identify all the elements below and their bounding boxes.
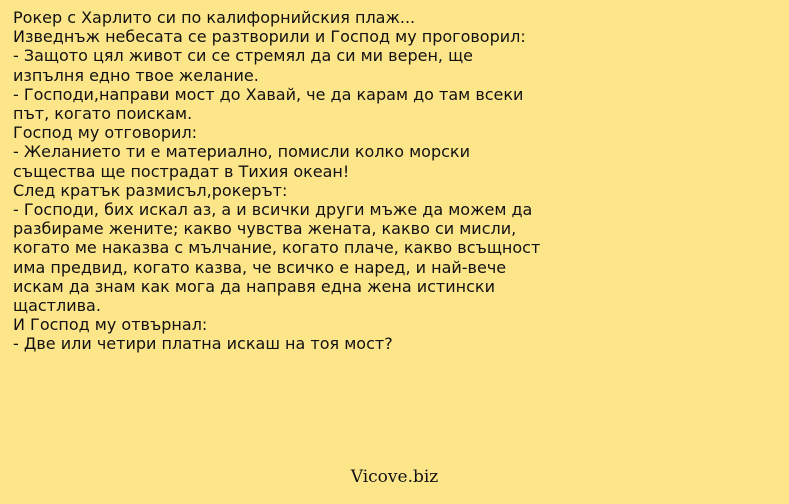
joke-line: - Господи,направи мост до Хавай, че да карам до там всеки: [13, 84, 524, 104]
joke-line: След кратък размисъл,рокерът:: [13, 180, 288, 200]
joke-text: [13, 8, 783, 354]
joke-line: - Желанието ти е материално, помисли колко морски: [13, 142, 470, 162]
joke-line: Изведнъж небесата се разтворили и Господ му проговорил:: [13, 27, 526, 47]
joke-line: щастлива.: [13, 296, 101, 316]
joke-line: - Защото цял живот си се стремял да си ми верен, ще: [13, 46, 473, 66]
joke-line: Господ му отговорил:: [13, 123, 198, 143]
joke-line: когато ме наказва с мълчание, когато плаче, какво всъщност: [13, 238, 541, 258]
joke-line: път, когато поискам.: [13, 104, 193, 124]
joke-line: същества ще пострадат в Тихия океан!: [13, 161, 350, 181]
joke-line: Рокер с Харлито си по калифорнийския плаж...: [13, 8, 416, 27]
joke-line: - Господи, бих искал аз, а и всички други мъже да можем да: [13, 200, 533, 220]
joke-line: искам да знам как мога да направя една жена истински: [13, 276, 495, 296]
joke-line: изпълня едно твое желание.: [13, 65, 259, 85]
joke-line: има предвид, когато казва, че всичко е наред, и най-вече: [13, 257, 507, 277]
site-watermark: Vicove.biz: [350, 467, 439, 487]
joke-line: разбираме жените; какво чувства жената, какво си мисли,: [13, 219, 517, 239]
joke-line: - Две или четири платна искаш на тоя мост?: [13, 334, 393, 354]
joke-line: И Господ му отвърнал:: [13, 315, 208, 335]
